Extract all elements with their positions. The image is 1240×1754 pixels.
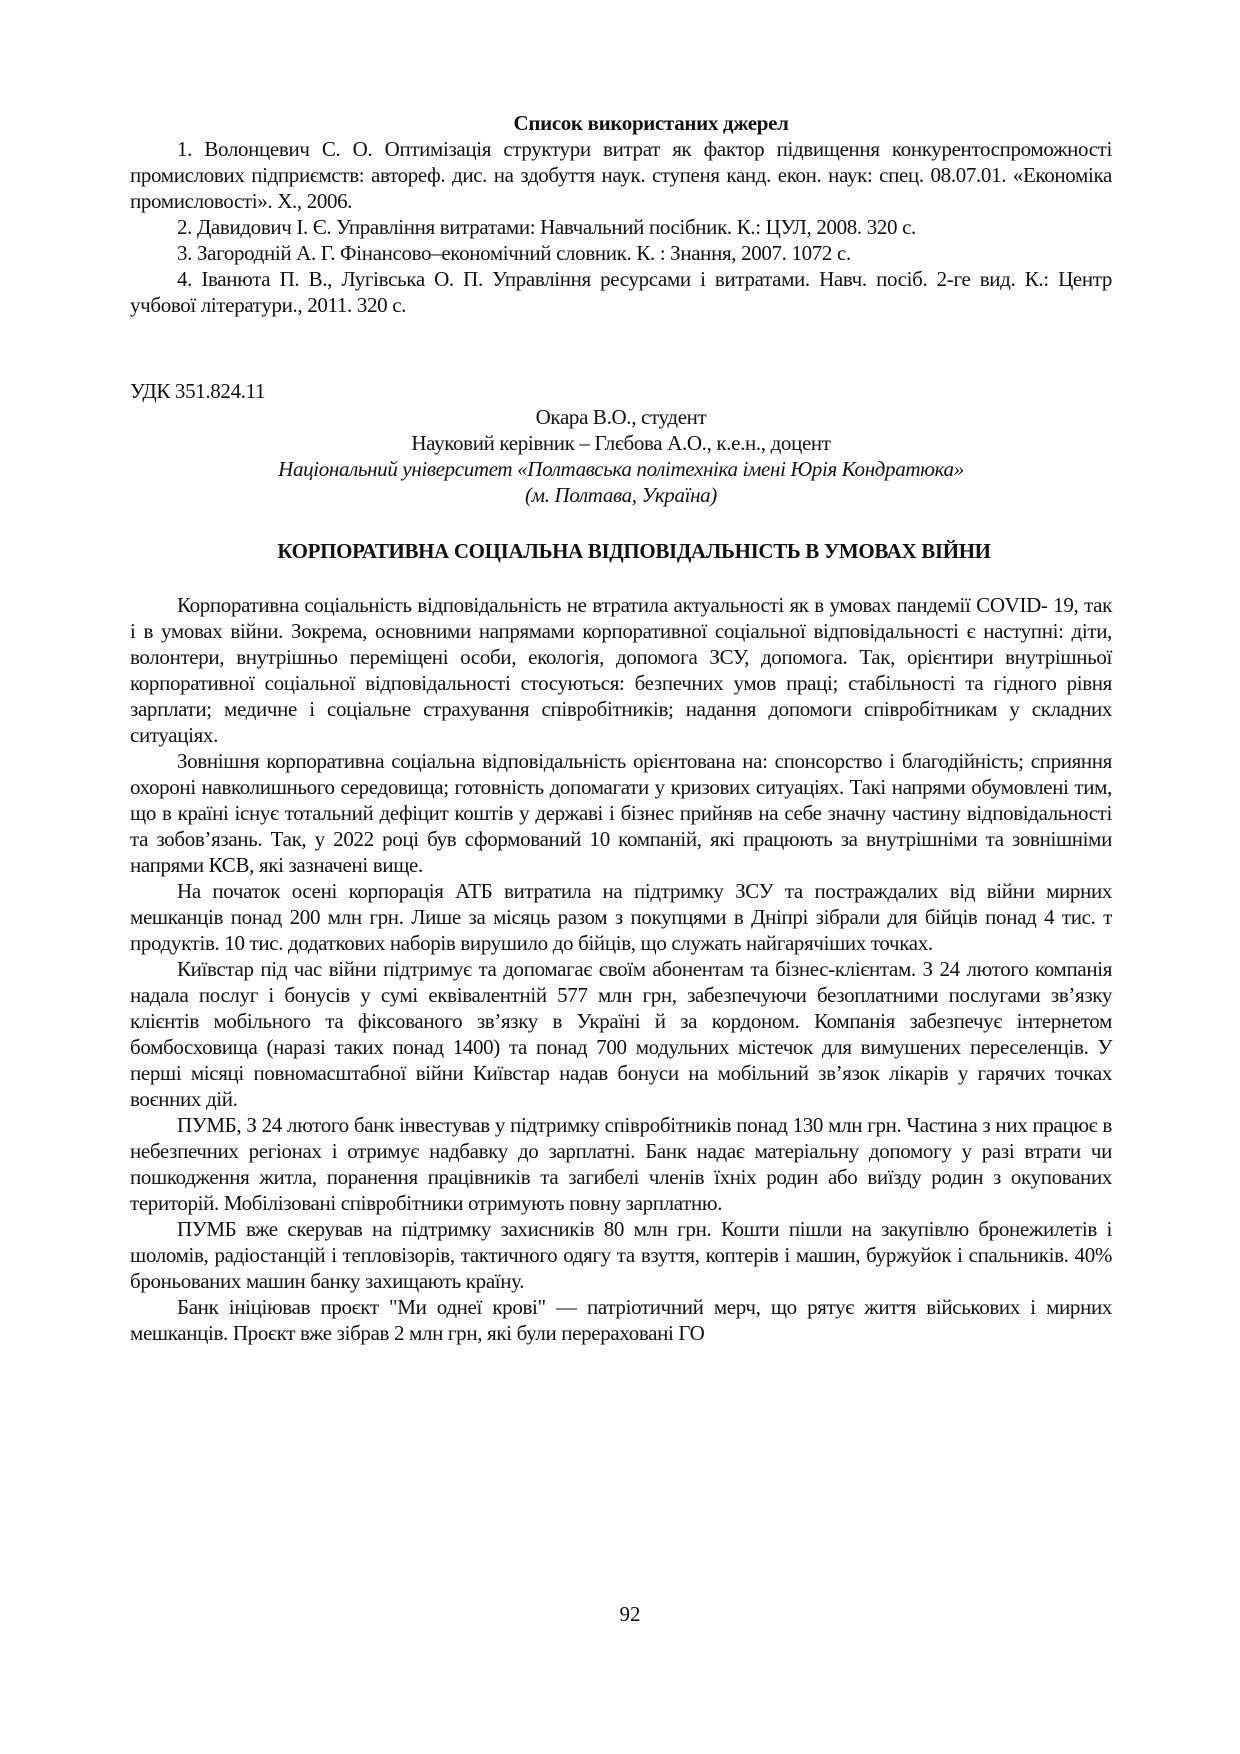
body-paragraph: Київстар під час війни підтримує та допомагає своїм абонентам та бізнес-клієнтам. З 24 лютого компанія надала послуг і бонусів у сумі еквівалентній 577 млн грн, забезпечуючи безоплатними послугами зв’язку клієнтів мобільного та фіксованого зв’язку в Україні й за кордоном. Компанія забезпечує інтернетом бомбосховища (наразі таких понад 1400) та понад 700 модульних містечок для вимушених переселенців. У перші місяці повномасштабної війни Київстар надав бонуси на мобільний зв’язок лікарів у гарячих точках воєнних дій.	[130, 957, 1112, 1111]
page-number: 92	[619, 1602, 641, 1626]
author-name: Окара В.О., студент	[535, 405, 707, 429]
document-page	[130, 110, 1112, 1346]
author-block	[130, 404, 1112, 508]
body-paragraph: ПУМБ вже скерував на підтримку захисників 80 млн грн. Кошти пішли на закупівлю бронежилетів і шоломів, радіостанцій і тепловізорів, тактичного одягу та взуття, коптерів і машин, буржуйок і спальників. 40% броньованих машин банку захищають країну.	[130, 1217, 1112, 1293]
reference-item: 4. Іванюта П. В., Лугівська О. П. Управління ресурсами і витратами. Навч. посіб. 2-ге вид. К.: Центр учбової літератури., 2011. 320 с.	[130, 267, 1112, 317]
body-paragraph: Банк ініціював проєкт "Ми однеї крові" — патріотичний мерч, що рятує життя військових і мирних мешканців. Проєкт вже зібрав 2 млн грн, які були перераховані ГО	[130, 1295, 1112, 1345]
references-heading: Список використаних джерел	[513, 111, 789, 135]
udc-code: УДК 351.824.11	[130, 379, 266, 403]
reference-item: 3. Загородній А. Г. Фінансово–економічний словник. К. : Знання, 2007. 1072 с.	[177, 241, 851, 265]
institution: Національний університет «Полтавська політехніка імені Юрія Кондратюка»	[278, 457, 964, 481]
body-paragraph: На початок осені корпорація АТБ витратила на підтримку ЗСУ та постраждалих від війни мирних мешканців понад 200 млн грн. Лише за місяць разом з покупцями в Дніпрі зібрали для бійців понад 4 тис. т продуктів. 10 тис. додаткових наборів вирушило до бійців, що служать найгарячіших точках.	[130, 879, 1112, 955]
body-paragraph: Корпоративна соціальність відповідальність не втратила актуальності як в умовах пандемії COVID- 19, так і в умовах війни. Зокрема, основними напрямами корпоративної соціальної відповідальності є наступні: діти, волонтери, внутрішньо переміщені особи, екологія, допомога ЗСУ, допомога. Так, орієнтири внутрішньої корпоративної соціальної відповідальності стосуються: безпечних умов праці; стабільності та гідного рівня зарплати; медичне і соціальне страхування співробітників; надання допомоги співробітникам у складних ситуаціях.	[130, 593, 1112, 747]
body-paragraph: Зовнішня корпоративна соціальна відповідальність орієнтована на: спонсорство і благодійність; сприяння охороні навколишнього середовища; готовність допомагати у кризових ситуаціях. Такі напрями обумовлені тим, що в країні існує тотальний дефіцит коштів у державі і бізнес прийняв на себе значну частину відповідальності та зобов’язань. Так, у 2022 році був сформований 10 компаній, які працюють за внутрішніми та зовнішніми напрями КСВ, які зазначені вище.	[130, 749, 1112, 877]
reference-item: 2. Давидович І. Є. Управління витратами: Навчальний посібник. К.: ЦУЛ, 2008. 320 с.	[177, 215, 916, 239]
references-section	[130, 110, 1112, 318]
body-paragraph: ПУМБ, З 24 лютого банк інвестував у підтримку співробітників понад 130 млн грн. Частина з них працює в небезпечних регіонах і отримує надбавку до зарплатні. Банк надає матеріальну допомогу у разі втрати чи пошкодження житла, поранення працівників та загибелі членів їхніх родин або виїзду родин з окупованих територій. Мобілізовані співробітники отримують повну зарплатню.	[130, 1113, 1112, 1215]
location: (м. Полтава, Україна)	[525, 483, 717, 507]
reference-item: 1. Волонцевич С. О. Оптимізація структури витрат як фактор підвищення конкурентоспроможності промислових підприємств: автореф. дис. на здобуття наук. ступеня канд. екон. наук: спец. 08.07.01. «Економіка промисловості». Х., 2006.	[130, 137, 1112, 213]
article-section	[130, 378, 1112, 1346]
article-title: КОРПОРАТИВНА СОЦІАЛЬНА ВІДПОВІДАЛЬНІСТЬ В УМОВАХ ВІЙНИ	[277, 539, 991, 563]
supervisor: Науковий керівник – Глєбова А.О., к.е.н., доцент	[411, 431, 831, 455]
